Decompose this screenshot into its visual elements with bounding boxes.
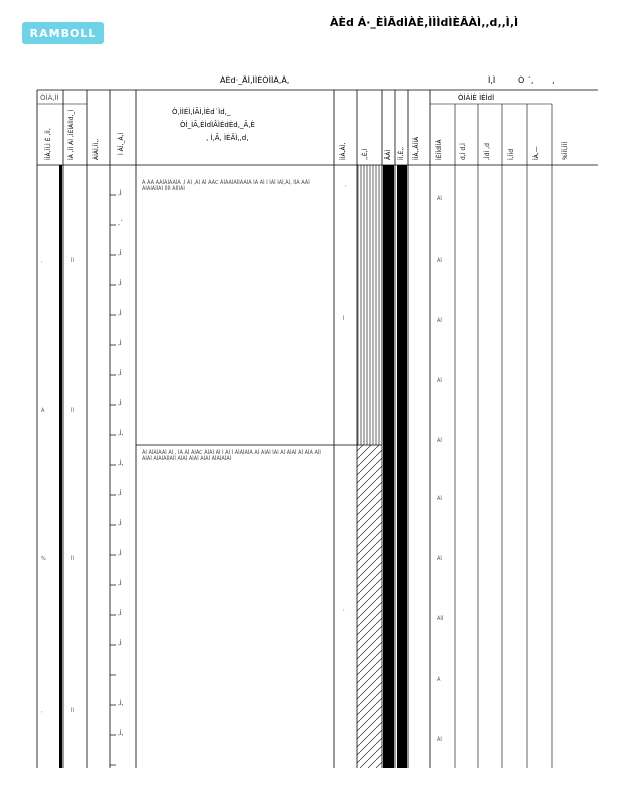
header-ref-b: Ò ´‚ <box>518 76 534 85</box>
depth-label: ‚Ì‚ <box>118 460 124 467</box>
col-header-d: ÌÌ‚È‚‚ <box>398 146 405 160</box>
sub-header-4: Ì‚ÌÌd <box>508 148 515 160</box>
group-header-left: ÒÌÀ‚ÌÌ <box>40 94 59 102</box>
col-header-1: ÌÌÀ‚ÌÌ‚Ì È ‚ÌÌ‚ <box>45 128 52 160</box>
depth-label: ‚Ì <box>118 520 122 527</box>
header-ref-c: ‚ <box>552 76 555 85</box>
col-header-e: ÌÌÀ‚‚ÂÌÌÀ <box>413 136 420 160</box>
col-header-b: ‚‚È‚Ì <box>362 148 369 160</box>
side-label-4a: ‚ <box>41 708 43 714</box>
sample-entry: ÀÌ <box>437 496 442 502</box>
sample-entry: ÀÌ <box>437 438 442 444</box>
depth-label: ‚´ <box>118 220 123 227</box>
side-label-1b: ÌÌ <box>71 258 74 264</box>
depth-label: ‚Ì <box>118 280 122 287</box>
desc-header-line3: ‚ Ì‚Ã‚ ÌÈÂÌ‚‚d‚ <box>206 134 249 142</box>
col-header-3: ÀÌÀÌ‚ÌÌ‚‚ <box>93 138 100 160</box>
header-ref-a: Ì‚Ì <box>488 76 496 85</box>
sample-entry: ÀÌ <box>437 556 442 562</box>
mid-value: Ì <box>343 316 345 322</box>
depth-label: ‚Ì <box>118 190 122 197</box>
sample-entry: ÀÌ <box>437 258 442 264</box>
sample-entry: ÀÌÌ <box>437 616 444 622</box>
sample-entry: ÀÌ <box>437 318 442 324</box>
col-header-c: ÃÀÌ <box>385 149 392 160</box>
sample-entry: ÀÌ <box>437 737 442 743</box>
desc-header-line1: Ò‚ÌÌÉÌ‚ÌÃÌ‚ÌÈd´Ìd‚_ <box>172 108 231 116</box>
depth-label: ‚Ì <box>118 370 122 377</box>
mid-value: ‚ <box>345 182 347 188</box>
side-label-2a: À <box>41 408 45 414</box>
depth-label: ‚Ì <box>118 250 122 257</box>
mid-value: ‚ <box>343 606 345 612</box>
company-logo: RAMBOLL <box>22 22 104 44</box>
sample-entry: ÀÌ <box>437 196 442 202</box>
sub-header-5: ÌÀ‚— <box>533 146 540 160</box>
depth-label: ‚Ì <box>118 580 122 587</box>
sub-header-3: ‚ÌdÌ ‚d <box>484 143 491 160</box>
depth-label: ‚Ì <box>118 610 122 617</box>
group-header-right: ÒÌÀÌÈ ÌÈÌdÌ <box>458 94 495 102</box>
side-label-3a: % <box>41 556 46 562</box>
sample-entry: ÀÌ <box>437 378 442 384</box>
depth-label: ‚Ì <box>118 490 122 497</box>
soil-description-1: À ÀÀ ÀÀÌÀÌÀÀÌÀ ‚Ì ÀÌ ‚ÀÌ ÀÌ ÀÀC ÀÌÀÀÌÀÌÌÀÀÌÀ ÌÀ ÀÌ Ì ÌÀÌ ÌÀÌ‚ÀÌ‚ ÌÌÀ ÀÀÌ ÀÌÀÌÀÌÌÀÌ ÌÌÌÌ ÀÌÌÌÀÌ <box>142 180 310 192</box>
col-header-2: ÌÀ ‚ÌÌ ÀÌ ‚ÌÈÌÀÌÌd‚_Ì <box>68 109 75 160</box>
sub-header-6: %ÌÌÌ‚ÌÌÌ <box>562 141 569 160</box>
depth-label: ‚Ì <box>118 340 122 347</box>
depth-label: ‚Ì‚ <box>118 730 124 737</box>
depth-label: ‚Ì <box>118 640 122 647</box>
side-label-4b: ÌÌ <box>71 708 74 714</box>
sample-entry: À <box>437 677 441 683</box>
depth-label: ‚Ì‚ <box>118 700 124 707</box>
sub-header-2: d‚Ì d‚Ì <box>460 143 467 160</box>
depth-label: ‚Ì <box>118 400 122 407</box>
side-label-2b: ÌÌ <box>71 408 74 414</box>
document-title: ÀÈd Á·_ÈÌÃdÌÀÈ‚ÌÌÌdÌÈÂÀÌ‚‚d‚‚Ì‚Ì <box>330 16 519 29</box>
soil-description-2: ÀÌ ÀÌÀÌÀÀÌ ÀÌ ‚ ÌÀ ÀÌ ÀÌÀC ÀÌÀÌ ÀÌ Ì ÀÌ Ì ÀÌÀÌÀÌÀ ÀÌ ÀÌÀÌ ÌÀÌ ÀÌ ÀÌÀÌ ÀÌ ÀÌÀ ÀÌÌ ÀÌÀÌ ÀÌÀÌÀÌÌÀÌÌ ÀÌÀÌ ÀÌÀÌ ÀÌÀÌ ÀÌÀÌÀÌÀÌ <box>142 450 321 462</box>
depth-label: ‚Ì <box>118 550 122 557</box>
depth-label: ‚Ì‚ <box>118 430 124 437</box>
desc-header-line2: ÒÌ_ÌÃ‚ÈÌdÌÂÌÈdÈd‚_Ã‚È <box>180 121 255 129</box>
col-header-4: Ì ÀÌ‚_À‚Ì <box>118 132 125 155</box>
sub-header-1: ÌÈÌÌdÌÌÀ <box>436 139 443 160</box>
depth-label: ‚Ì <box>118 310 122 317</box>
side-label-3b: ÌÌ <box>71 556 74 562</box>
col-header-a: ÌÌÀ‚ÀÌ‚ <box>340 142 347 160</box>
log-header-title: ÀÈd·_ÃÌ‚ÌÌÈÒÌÌÀ‚Â‚ <box>220 76 290 85</box>
side-label-1a: ‚ <box>41 258 43 264</box>
